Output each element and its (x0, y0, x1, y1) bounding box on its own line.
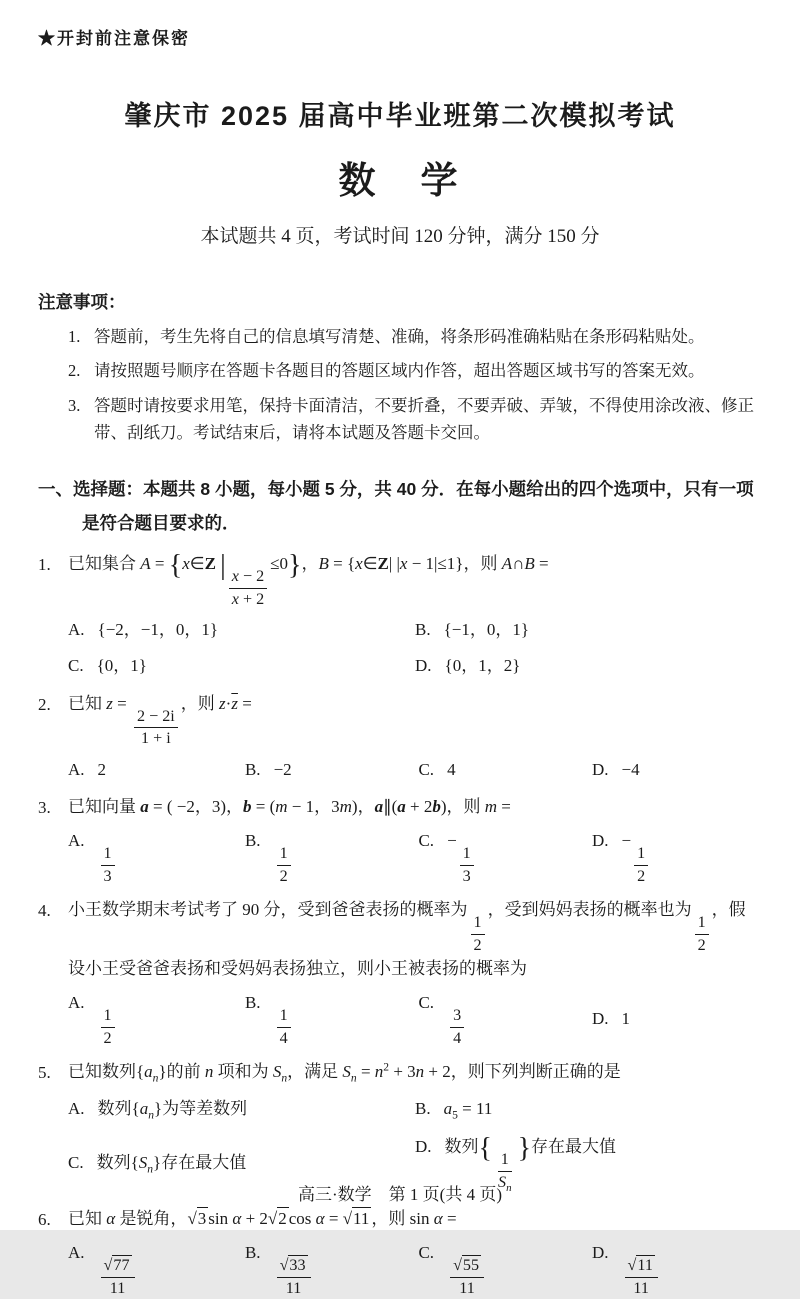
option-c: C. $\frac{3}{4}$ (418, 990, 592, 1048)
option-a: A. 2 (68, 759, 107, 779)
option-text: 1 (621, 1008, 630, 1028)
option-d: D. 1 (591, 1008, 630, 1028)
notice-text: 答题时请按要求用笔，保持卡面清洁，不要折叠，不要弄破、弄皱，不得使用涂改液、修正带、刮纸刀。考试结束后，请将本试题及答题卡交回。 (94, 395, 754, 442)
question-number: 1. (38, 555, 51, 575)
option-b: B. √ $\frac{33}{11}$ (245, 1240, 419, 1299)
option-text: √ $\frac{11}{11}$ (622, 1243, 661, 1262)
option-text: $\frac{1}{3}$ (98, 831, 118, 850)
option-text: {−2，−1，0，1} (97, 620, 219, 640)
option-text: 2 (97, 759, 107, 779)
option-a: A. √ $\frac{77}{11}$ (68, 1240, 245, 1299)
question-stem: 已知向量 a = ( −2，3)，b = (m − 1，3m)，a∥(a + 2b)，则 m = (68, 796, 511, 816)
notice-item-3 (38, 392, 762, 446)
option-b: B. $\frac{1}{2}$ (245, 828, 419, 886)
section-one-heading: 一、选择题：本题共 8 小题，每小题 5 分，共 40 分．在每小题给出的四个选项中，只有一项是符合题目要求的． (38, 478, 754, 534)
question-5 (38, 1058, 762, 1195)
page-footer: 高三·数学 第 1 页(共 4 页) (298, 1184, 502, 1204)
option-text: 数列{ $\frac{1}{S_n}$ }存在最大值 (444, 1133, 617, 1194)
option-a: A. $\frac{1}{3}$ (68, 828, 245, 886)
question-number: 5. (38, 1062, 51, 1082)
option-b: B. $\frac{1}{4}$ (245, 990, 419, 1048)
option-text: − $\frac{1}{2}$ (622, 831, 652, 850)
option-text: − $\frac{1}{3}$ (447, 831, 477, 850)
option-text: 4 (447, 759, 456, 779)
question-number: 2. (38, 694, 51, 714)
option-b: B. $a_5 = 11$ (415, 1098, 493, 1122)
option-text: −2 (273, 759, 292, 779)
question-stem: 已知数列$\{a_n\}$的前 n 项和为 $S_n$，满足 $S_n = n^2 + 3n + 2$，则下列判断正确的是 (68, 1060, 621, 1085)
option-text: {0，1，2} (444, 656, 521, 676)
question-number: 3. (38, 797, 51, 817)
question-stem: 已知集合 A = {x∈Z | $\frac{x - 2}{x + 2}$ ≤0}，B = {x∈Z| |x − 1|≤1}，则 A∩B = (68, 550, 549, 608)
option-b: B. {−1，0，1} (415, 620, 530, 640)
option-d: D. −4 (591, 759, 640, 779)
exam-title: 肇庆市 2025 届高中毕业班第二次模拟考试 (124, 101, 676, 132)
option-text: {−1，0，1} (443, 620, 530, 640)
notice-text: 请按照题号顺序在答题卡各题目的答题区域内作答，超出答题区域书写的答案无效。 (94, 361, 705, 381)
option-c: C. − $\frac{1}{3}$ (418, 828, 592, 886)
option-text: 数列$\{a_n\}$为等差数列 (97, 1098, 248, 1122)
exam-info: 本试题共 4 页，考试时间 120 分钟，满分 150 分 (200, 225, 600, 247)
option-c: C. 4 (418, 759, 456, 779)
option-text: $\frac{1}{4}$ (274, 993, 294, 1012)
option-c: C. 数列$\{S_n\}$存在最大值 (68, 1153, 247, 1176)
option-text: 数列$\{S_n\}$存在最大值 (96, 1153, 247, 1176)
notices-title: 注意事项： (38, 291, 126, 312)
notice-text: 答题前，考生先将自己的信息填写清楚、准确，将条形码准确粘贴在条形码粘贴处。 (94, 327, 705, 347)
option-text: √ $\frac{55}{11}$ (447, 1243, 487, 1262)
notice-number: 3. (68, 395, 81, 415)
option-text: √ $\frac{77}{11}$ (98, 1243, 138, 1262)
question-2 (38, 690, 762, 783)
option-a: A. $\frac{1}{2}$ (68, 990, 245, 1048)
option-text: −4 (621, 759, 640, 779)
option-d: D. {0，1，2} (415, 656, 521, 676)
option-d: D. − $\frac{1}{2}$ (592, 828, 762, 886)
notice-item-2 (38, 357, 762, 384)
option-text: {0，1} (96, 656, 147, 676)
question-1 (38, 550, 762, 680)
subject-title: 数 学 (338, 160, 462, 202)
option-text: √ $\frac{33}{11}$ (274, 1243, 314, 1262)
option-text: $a_5 = 11$ (443, 1098, 493, 1122)
notices-section (38, 289, 762, 446)
option-c: C. √ $\frac{55}{11}$ (418, 1240, 592, 1299)
question-6 (38, 1205, 762, 1299)
option-c: C. {0，1} (68, 656, 147, 676)
question-stem: 已知 z = $\frac{2 - 2i}{1 + i}$ ，则 $z\cdot\overline{z}$ = (68, 693, 252, 748)
option-text: $\frac{3}{4}$ (447, 993, 467, 1012)
option-d: D. √ $\frac{11}{11}$ (592, 1240, 762, 1299)
notice-number: 1. (68, 327, 81, 347)
notice-number: 2. (68, 361, 81, 381)
question-number: 6. (38, 1210, 51, 1229)
option-b: B. −2 (244, 759, 292, 779)
option-text: $\frac{1}{2}$ (274, 831, 294, 850)
option-a: A. 数列$\{a_n\}$为等差数列 (68, 1098, 248, 1122)
option-text: $\frac{1}{2}$ (98, 993, 118, 1012)
option-d: D. 数列{ $\frac{1}{S_n}$ }存在最大值 (415, 1133, 617, 1194)
question-number: 4. (38, 901, 51, 921)
option-a: A. {−2，−1，0，1} (68, 620, 219, 640)
question-stem: 小王数学期末考试考了 90 分，受到爸爸表扬的概率为 $\frac{1}{2}$ ，受到妈妈表扬的概率也为 $\frac{1}{2}$ ，假设小王受爸爸表扬和受妈妈表扬独立，则小王被表扬的概率为 (68, 900, 746, 978)
notice-item-1 (38, 323, 762, 350)
secrecy-notice: ★开封前注意保密 (38, 29, 190, 48)
question-3 (38, 793, 762, 886)
question-4 (38, 896, 762, 1048)
question-stem: 已知 α 是锐角， √ 3 sin α + 2 √ 2 cos α = √ 11 ，则 sin α = (68, 1205, 762, 1232)
